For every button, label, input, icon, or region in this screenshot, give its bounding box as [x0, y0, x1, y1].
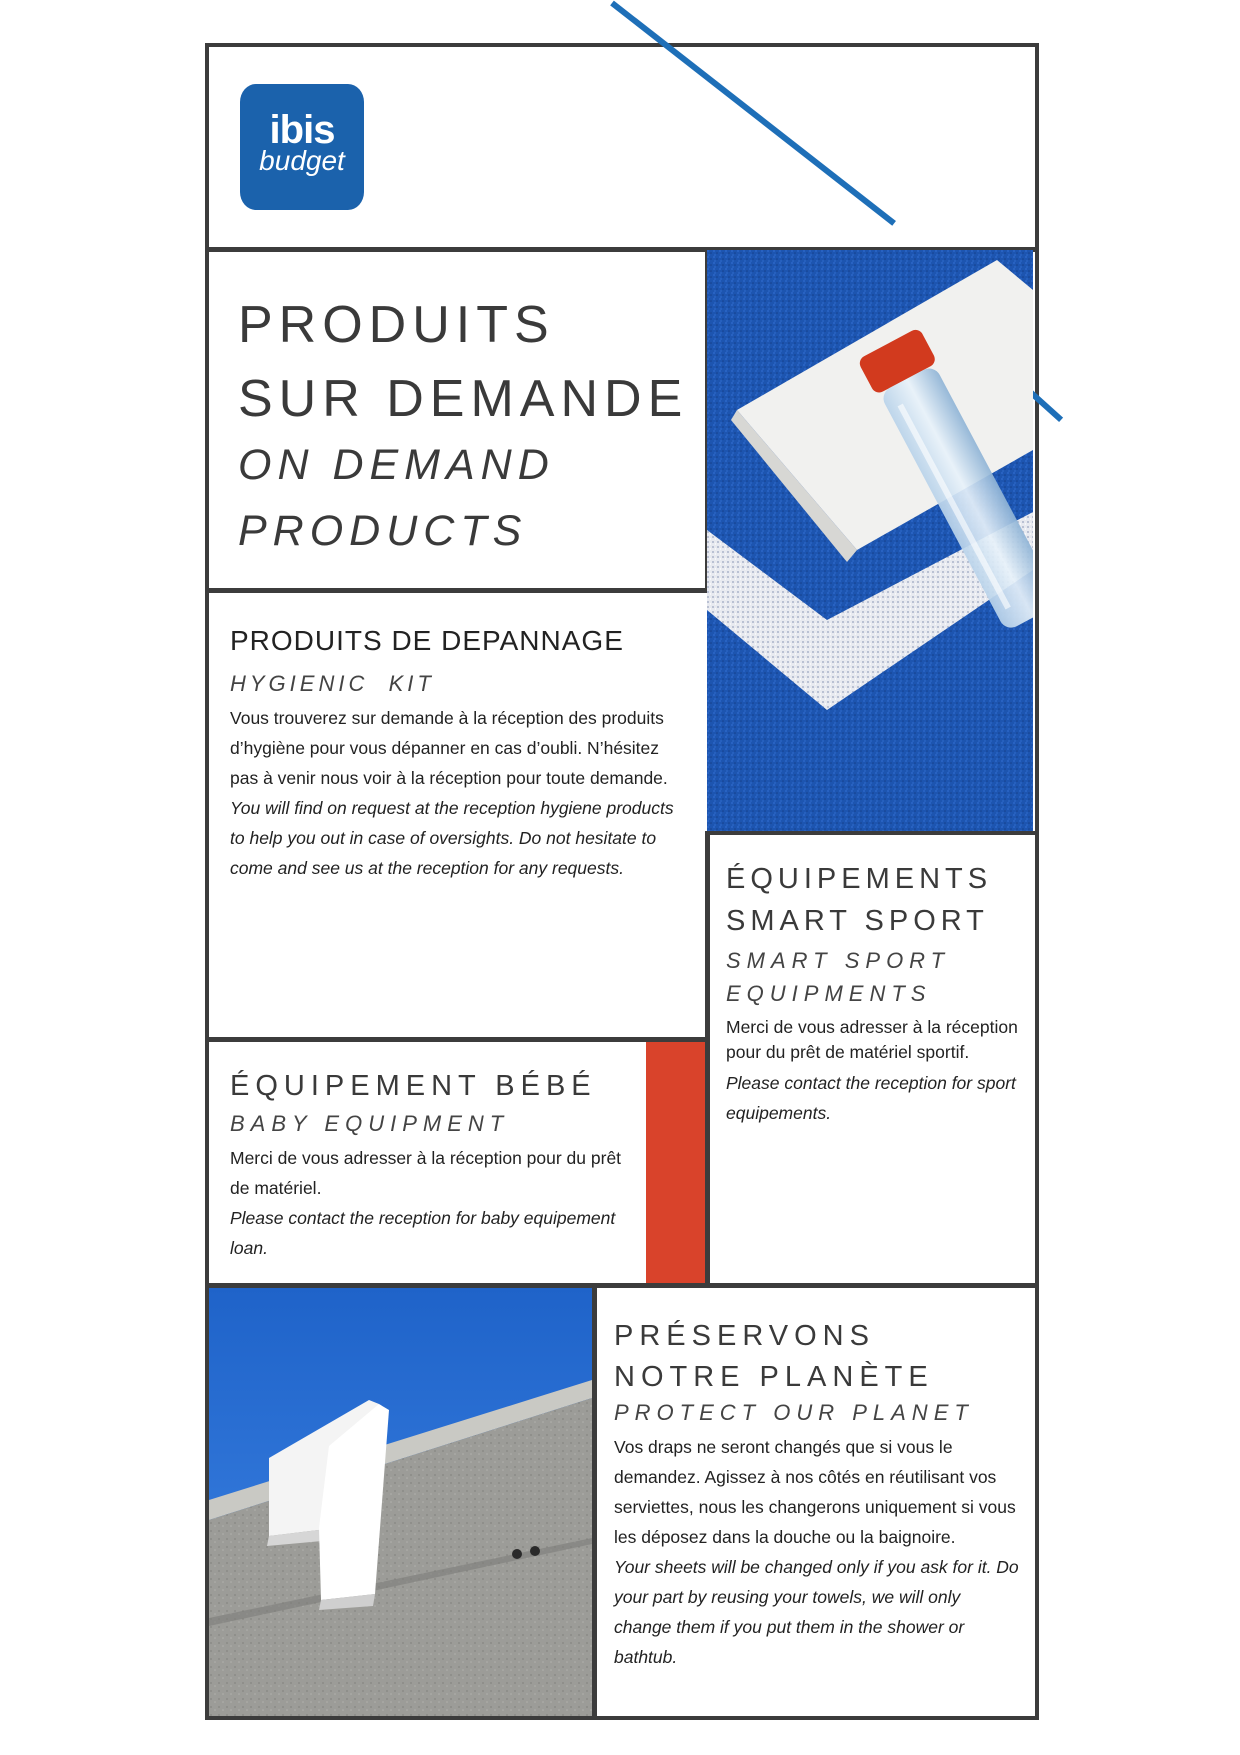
divider-vertical-lower [592, 1283, 597, 1720]
sport-photo [707, 250, 1033, 831]
divider-sport-top [710, 831, 1039, 835]
sport-text-en: Please contact the reception for sport equipements. [726, 1073, 1016, 1123]
planet-text-en: Your sheets will be changed only if you ask for it. Do your part by reusing your towels, we will only change them if you put them in the shower or bathtub. [614, 1557, 1019, 1667]
hygienic-text-en: You will find on request at the reception hygiene products to help you out in case of oversights. Do not hesitate to come and see us at the reception for any requests. [230, 798, 674, 878]
sport-subheading: SMART SPORT EQUIPMENTS [726, 948, 951, 1006]
sport-text-fr: Merci de vous adresser à la réception pour du prêt de matériel sportif. [726, 1017, 1018, 1062]
baby-heading: ÉQUIPEMENT BÉBÉ [230, 1070, 597, 1102]
planet-text-fr: Vos draps ne seront changés que si vous le demandez. Agissez à nos côtés en réutilisant vos serviettes, nous les changerons uniquement si vous les déposez dans la douche ou la baignoire. [614, 1437, 1016, 1547]
orange-accent-bar [646, 1042, 705, 1283]
divider-title [205, 588, 705, 593]
baby-text-fr: Merci de vous adresser à la réception pour du prêt de matériel. [230, 1148, 622, 1198]
hygienic-text-fr: Vous trouverez sur demande à la réception des produits d’hygiène pour vous dépanner en cas d’oubli. N’hésitez pas à venir nous voir à la réception pour toute demande. [230, 708, 668, 788]
hygienic-kit-section [230, 625, 680, 883]
planet-section [614, 1316, 1022, 1672]
planet-heading: PRÉSERVONS NOTRE PLANÈTE [614, 1320, 934, 1393]
ibis-budget-logo: ibis budget [240, 84, 364, 210]
sport-heading: ÉQUIPEMENTS SMART SPORT [726, 863, 993, 937]
hygienic-subheading: HYGIENIC KIT [230, 671, 435, 696]
baby-subheading: BABY EQUIPMENT [230, 1111, 510, 1136]
page-title-fr: PRODUITS SUR DEMANDE [238, 296, 689, 428]
smart-sport-section [726, 858, 1026, 1128]
divider-vertical-mid [705, 831, 710, 1288]
water-bottle-illustration [707, 250, 1033, 831]
planet-subheading: PROTECT OUR PLANET [614, 1400, 974, 1425]
baby-text-en: Please contact the reception for baby equipement loan. [230, 1208, 616, 1258]
baby-equipment-section [230, 1070, 640, 1263]
towel-illustration [209, 1288, 592, 1716]
planet-photo [209, 1288, 592, 1716]
hygienic-heading: PRODUITS DE DEPANNAGE [230, 625, 624, 656]
divider-hygiene [205, 1037, 710, 1042]
page-title-en: ON DEMAND PRODUCTS [238, 441, 555, 555]
